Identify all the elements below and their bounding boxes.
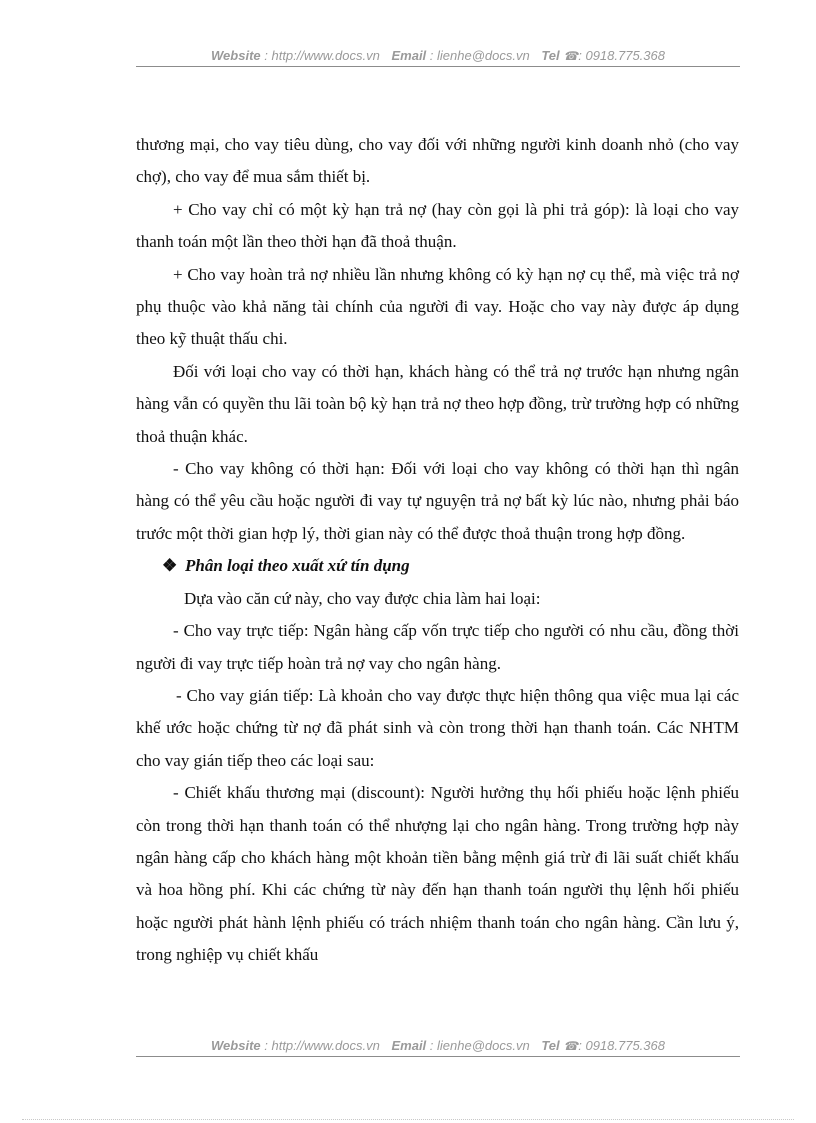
paragraph: thương mại, cho vay tiêu dùng, cho vay đối với những người kinh doanh nhỏ (cho vay chợ), cho vay để mua sắm thiết bị. [136,135,739,187]
header-website-label: Website [211,48,261,63]
footer-website-link[interactable]: : http://www.docs.vn [264,1038,380,1053]
footer-email-link[interactable]: : lienhe@docs.vn [429,1038,530,1053]
paragraph: + Cho vay hoàn trả nợ nhiều lần nhưng không có kỳ hạn nợ cụ thể, mà việc trả nợ phụ thuộc vào khả năng tài chính của người đi vay. Hoặc cho vay này được áp dụng theo kỹ thuật thấu chi. [136,264,739,349]
phone-icon: ☎ [563,1039,579,1053]
page-footer [136,1038,740,1054]
paragraph: Đối với loại cho vay có thời hạn, khách hàng có thể trả nợ trước hạn nhưng ngân hàng vẫn có quyền thu lãi toàn bộ kỳ hạn trả nợ theo hợp đồng, trừ trường hợp có những thoả thuận khác. [136,361,739,446]
header-email-label: Email [391,48,427,63]
header-rule [136,66,740,67]
footer-tel-value: : 0918.775.368 [578,1038,665,1053]
paragraph: Dựa vào căn cứ này, cho vay được chia làm hai loại: [184,588,541,608]
paragraph: - Cho vay trực tiếp: Ngân hàng cấp vốn trực tiếp cho người có nhu cầu, đồng thời người đi vay trực tiếp hoàn trả nợ vay cho ngân hàng. [136,621,739,673]
header-website-link[interactable]: : http://www.docs.vn [264,48,380,63]
footer-rule [136,1056,740,1057]
section-heading-text: Phân loại theo xuất xứ tín dụng [185,556,410,576]
header-tel-value: : 0918.775.368 [578,48,665,63]
paragraph: - Cho vay không có thời hạn: Đối với loại cho vay không có thời hạn thì ngân hàng có thể yêu cầu hoặc người đi vay tự nguyện trả nợ bất kỳ lúc nào, nhưng phải báo trước một thời gian hợp lý, thời gian này có thể được thoả thuận trong hợp đồng. [136,459,739,543]
footer-tel-label: Tel [541,1038,560,1053]
footer-email-label: Email [391,1038,427,1053]
page-edge-divider [22,1119,794,1120]
header-tel-label: Tel [541,48,560,63]
diamond-bullet-icon: ❖ [162,556,178,576]
paragraph: - Cho vay gián tiếp: Là khoản cho vay được thực hiện thông qua việc mua lại các khế ước hoặc chứng từ nợ đã phát sinh và còn trong thời hạn thanh toán. Các NHTM cho vay gián tiếp theo các loại sau: [136,685,739,770]
phone-icon: ☎ [563,49,579,63]
document-body [136,129,739,972]
paragraph: + Cho vay chỉ có một kỳ hạn trả nợ (hay còn gọi là phi trả góp): là loại cho vay thanh toán một lần theo thời hạn đã thoả thuận. [136,199,739,252]
footer-website-label: Website [211,1038,261,1053]
section-heading [136,550,739,582]
page-header [136,48,740,64]
paragraph: - Chiết khấu thương mại (discount): Người hưởng thụ hối phiếu hoặc lệnh phiếu còn trong thời hạn thanh toán có thể nhượng lại cho ngân hàng. Trong trường hợp này ngân hàng cấp cho khách hàng một khoản tiền bằng mệnh giá trừ đi lãi suất chiết khấu và hoa hồng phí. Khi các chứng từ này đến hạn thanh toán người thụ lệnh hối phiếu hoặc người phát hành lệnh phiếu có trách nhiệm thanh toán cho ngân hàng. Cần lưu ý, trong nghiệp vụ chiết khấu [136,783,739,965]
header-email-link[interactable]: : lienhe@docs.vn [429,48,530,63]
